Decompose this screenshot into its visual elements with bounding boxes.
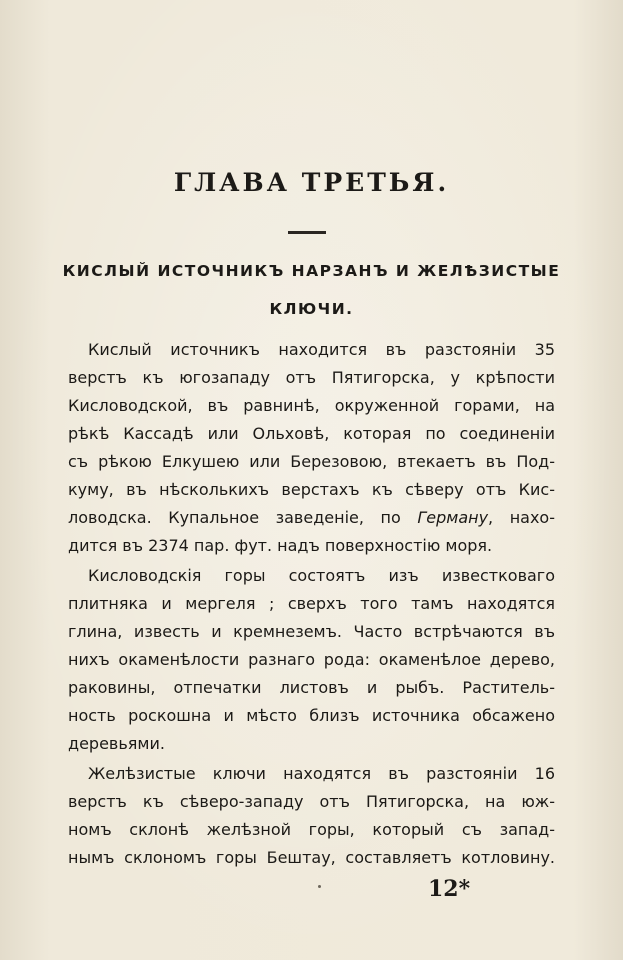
text-line: глина, известь и кремнеземъ. Часто встрѣчаются въ [68,622,555,641]
paper-speck [318,885,321,888]
text-line: нихъ окаменѣлости разнаго рода: окаменѣлое дерево, [68,650,555,669]
text-line: дится въ 2374 пар. фут. надъ поверхностію моря. [68,536,493,555]
text-line: Кисловодской, въ равнинѣ, окруженной горами, на [68,396,555,415]
text-line: плитняка и мергеля ; сверхъ того тамъ находятся [68,594,555,613]
text-line: ность роскошна и мѣсто близъ источника обсажено [68,706,555,725]
text-line: ловодска. Купальное заведеніе, по Герману, нахо- [68,508,555,527]
text-line: деревьями. [68,734,165,753]
text-line: раковины, отпечатки листовъ и рыбъ. Раститель- [68,678,555,697]
chapter-title: ГЛАВА ТРЕТЬЯ. [173,168,450,197]
text-line: Кисловодскія горы состоятъ изъ известковаго [88,566,555,585]
text-line: верстъ къ сѣверо-западу отъ Пятигорска, на юж- [68,792,555,811]
text-line: Желѣзистые ключи находятся въ разстояніи 16 [88,764,555,783]
section-heading-line-1: КИСЛЫЙ ИСТОЧНИКЪ НАРЗАНЪ И ЖЕЛѢЗИСТЫЕ [62,262,561,280]
author-name-italic: Герману [417,508,489,527]
text-line: номъ склонѣ желѣзной горы, который съ запад- [68,820,555,839]
text-line: верстъ къ югозападу отъ Пятигорска, у крѣпости [68,368,555,387]
text-line: куму, въ нѣсколькихъ верстахъ къ сѣверу отъ Кис- [68,480,555,499]
page-number: 12* [428,876,471,902]
text-line: Кислый источникъ находится въ разстояніи 35 [88,340,555,359]
section-heading-line-2: КЛЮЧИ. [269,300,354,318]
text-line: съ рѣкою Елкушею или Березовою, втекаетъ въ Под- [68,452,555,471]
text-line: рѣкѣ Кассадѣ или Ольховѣ, которая по соединеніи [68,424,555,443]
text-line: нымъ склономъ горы Бештау, составляетъ котловину. [68,848,555,867]
title-divider [288,231,326,234]
